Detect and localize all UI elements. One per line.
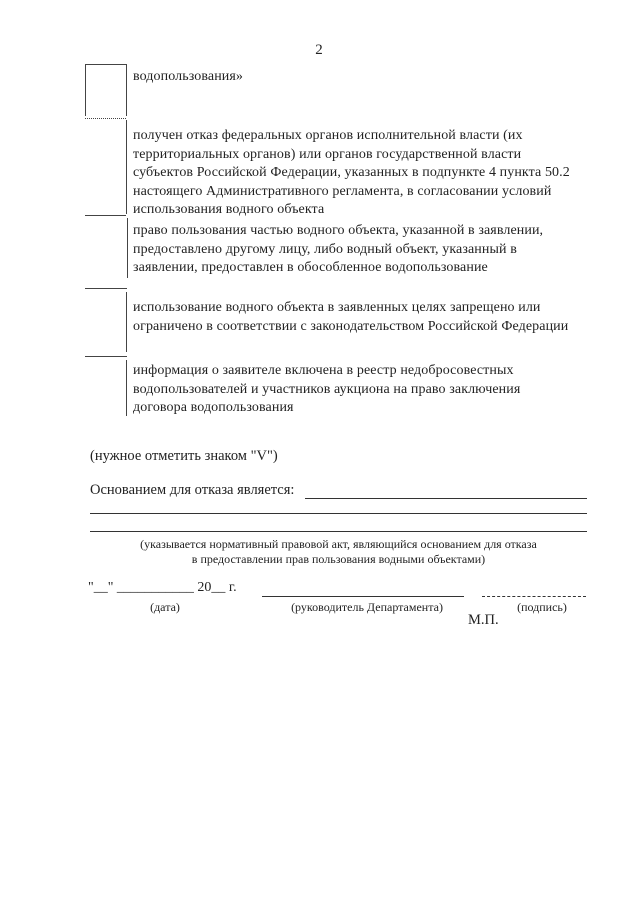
item-3-text: право пользования частью водного объекта, указанной в заявлении, предоставлено другому лицу, либо водный объект, указанный в заявлении, предоставлен в обособленное водопользование [133,223,544,275]
caption-line-1: (указывается нормативный правовой акт, являющийся основанием для отказа [140,537,537,551]
checkbox-1-top-border [85,64,126,65]
head-caption: (руководитель Департамента) [291,600,443,614]
item-1-text: водопользования» [133,69,244,84]
refusal-basis-line-2[interactable] [90,513,587,514]
checkbox-3-bottom-border [85,288,127,289]
checkbox-4-right-border[interactable] [126,292,127,352]
signature-caption: (подпись) [517,600,567,614]
head-signature-line[interactable] [262,596,464,597]
checkbox-4-bottom-border [85,356,127,357]
item-5-text: информация о заявителе включена в реестр недобросовестных водопользователей и участников аукциона на право заключения договора водопользования [133,363,521,415]
checkbox-5-right-border[interactable] [126,360,127,416]
checkbox-1-right-border [126,64,127,116]
marking-hint: (нужное отметить знаком "V") [90,448,278,464]
stamp-place: М.П. [468,612,499,628]
checkbox-1-left-border [85,64,86,116]
refusal-basis-caption [90,537,587,567]
checkbox-2-right-border[interactable] [126,120,127,214]
date-caption: (дата) [150,600,180,614]
page-number: 2 [315,42,323,58]
item-2-text: получен отказ федеральных органов исполнительной власти (их территориальных органов) или органов государственной власти субъектов Российской Федерации, указанных в подпункте 4 пункта 50.2 настоящего Административного регламента, в согласовании условий использования водного объекта [133,128,570,217]
item-4-text: использование водного объекта в заявленных целях запрещено или ограничено в соответствии с законодательством Российской Федерации [133,300,569,334]
refusal-basis-line-3[interactable] [90,531,587,532]
caption-line-2: в предоставлении прав пользования водными объектами) [191,552,486,566]
refusal-basis-line-1[interactable] [305,498,587,499]
checkbox-2-bottom-border [85,215,126,216]
date-field[interactable]: "__" ___________ 20__ г. [88,580,237,595]
refusal-basis-label: Основанием для отказа является: [90,482,295,498]
checkbox-3-right-border[interactable] [127,218,128,278]
signature-line[interactable] [482,596,586,597]
checkbox-2-top-border [85,118,126,119]
